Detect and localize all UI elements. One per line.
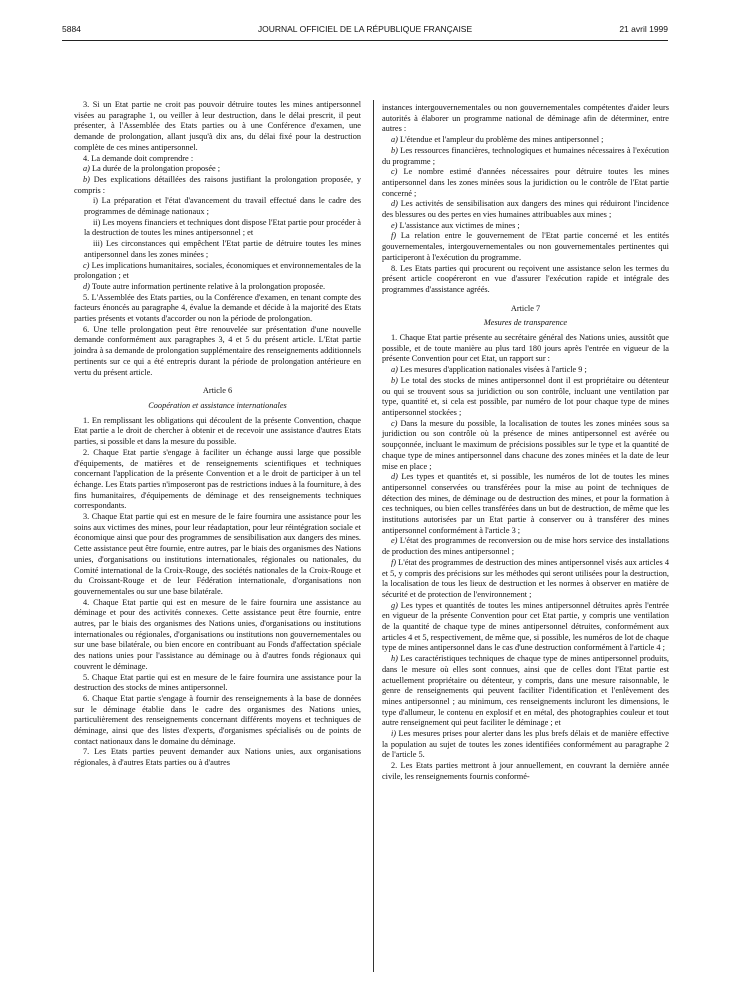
list-label: c) (391, 418, 398, 428)
paragraph: 8. Les Etats parties qui procurent ou reçoivent une assistance selon les termes du présent article coopéreront en vue d'assurer l'exécution rapide et intégrale des programmes d'assistance agréés. (382, 263, 669, 294)
list-label: d) (83, 281, 90, 291)
list-item (382, 231, 669, 263)
list-label: c) (83, 260, 90, 270)
list-item (74, 282, 361, 293)
paragraph: 4. La demande doit comprendre : (83, 153, 194, 163)
list-item (382, 221, 669, 232)
column-separator (373, 100, 374, 972)
list-item (382, 376, 669, 419)
list-label: i) (391, 729, 397, 739)
list-text: L'état des programmes de reconversion ou de mise hors service des installations de production des mines antipersonnel ; (382, 536, 669, 557)
article-7-title: Article 7 (510, 303, 541, 313)
journal-title: JOURNAL OFFICIEL DE LA RÉPUBLIQUE FRANÇAISE (257, 24, 473, 34)
list-text: Les types et quantités et, si possible, les numéros de lot de toutes les mines antipersonnel conservées ou transférées pour la mise au point de techniques de détection des mines, de déminage ou de destruction des mines, et pour la formation à ces techniques, ou bien celles transférées dans un but de destruction, de même que les institutions autorisées par un Etat partie à conserver ou à transférer des mines antipersonnel conformément à l'article 3 ; (382, 472, 669, 535)
article-6-title: Article 6 (202, 386, 233, 396)
list-item (382, 536, 669, 557)
list-text: L'assistance aux victimes de mines ; (397, 220, 520, 230)
list-label: d) (391, 199, 398, 209)
paragraph: 3. Chaque Etat partie qui est en mesure de le faire fournira une assistance pour les soins aux victimes des mines, pour leur réadaptation, pour leur réintégration sociale et économique ainsi que pour des programmes de sensibilisation aux dangers des mines. Cette assistance peut être fournie, entre autres, par le biais des organismes des Nations unies, d'organisations ou institutions internationales, régionales ou nationales, du Comité international de la Croix-Rouge, des sociétés nationales de la Croix-Rouge et du Croissant-Rouge et de leur Fédération internationale, d'organisations non gouvernementales ou sur une base bilatérale. (74, 512, 361, 596)
list-item (382, 654, 669, 729)
paragraph: 7. Les Etats parties peuvent demander aux Nations unies, aux organisations régionales, à d'autres Etats parties ou à d'autres (74, 747, 361, 768)
list-label: f) (391, 231, 397, 241)
paragraph: 4. Chaque Etat partie qui est en mesure de le faire fournira une assistance au déminage et pour des activités connexes. Cette assistance peut être fournie, entre autres, par le biais des organismes des Nations unies, d'organisations ou institutions internationales ou régionales, d'organisations ou institutions non gouvernementales ou sur une base bilatérale, ou bien encore en contribuant au Fonds d'affectation spéciale des nations unies pour l'assistance au déminage ou à d'autres fonds régionaux qui couvrent le déminage. (74, 597, 361, 671)
page-header (62, 24, 668, 38)
paragraph: 1. En remplissant les obligations qui découlent de la présente Convention, chaque Etat partie a le droit de chercher à obtenir et de recevoir une assistance d'autres Etats parties, si possible et dans la mesure du possible. (74, 415, 361, 447)
paragraph: 6. Chaque Etat partie s'engage à fournir des renseignements à la base de données sur le déminage établie dans le cadre des organismes des Nations unies, particulièrement des renseignements concernant différents moyens et techniques de déminage, ainsi que des listes d'experts, d'organismes spécialisés ou de points de contact nationaux dans le domaine du déminage. (74, 693, 361, 746)
list-item (382, 601, 669, 655)
page-number: 5884 (62, 24, 81, 34)
list-label: g) (391, 600, 398, 610)
list-item (382, 146, 669, 167)
right-column (382, 103, 669, 783)
list-item (382, 135, 669, 146)
list-text: Le nombre estimé d'années nécessaires pour détruire toutes les mines antipersonnel dans les zones minées sous la juridiction ou le contrôle de l'Etat partie concerné ; (382, 167, 669, 198)
list-item (382, 472, 669, 536)
list-text: Les types et quantités de toutes les mines antipersonnel détruites après l'entrée en vigueur de la présente Convention pour cet Etat partie, y compris une ventilation de la quantité de chaque type de mines antipersonnel détruites, conformément aux articles 4 et 5, respectivement, de même que, si possible, les numéros de lot de chaque type de mines antipersonnel dans le cas d'une destruction conformément à l'article 4 ; (382, 600, 669, 653)
paragraph: 5. L'Assemblée des Etats parties, ou la Conférence d'examen, en tenant compte des facteurs énoncés au paragraphe 4, évalue la demande et décide à la majorité des Etats parties présents et votants d'accorder ou non la période de prolongation. (74, 292, 361, 324)
sub-item: iii) Les circonstances qui empêchent l'Etat partie de détruire toutes les mines antipersonnel dans les zones minées ; (84, 239, 361, 259)
list-label: a) (391, 135, 398, 145)
article-7-subtitle: Mesures de transparence (483, 318, 568, 328)
list-label: d) (391, 472, 398, 482)
header-rule (62, 40, 668, 41)
list-label: e) (391, 220, 398, 230)
paragraph: 2. Chaque Etat partie s'engage à faciliter un échange aussi large que possible d'équipements, de matières et de renseignements scientifiques et techniques concernant l'application de la présente Convention et a le droit de participer à un tel échange. Les Etats parties n'imposeront pas de restrictions indues à la fourniture, à des fins humanitaires, d'équipements de déminage et des renseignements techniques correspondants. (74, 447, 361, 511)
list-text: Les mesures prises pour alerter dans les plus brefs délais et de manière effective la population au sujet de toutes les zones identifiées conformément au paragraphe 2 de l'article 5. (382, 729, 669, 760)
list-text: Les mesures d'application nationales visées à l'article 9 ; (397, 365, 587, 375)
list-label: b) (391, 375, 398, 385)
list-label: b) (83, 174, 90, 184)
list-text: Dans la mesure du possible, la localisation de toutes les zones minées sous sa juridiction ou son contrôle où la présence de mines antipersonnel est avérée ou soupçonnée, incluant le maximum de précisions possibles sur le type et la quantité de chaque type de mines antipersonnel dans chacune des zones minées et la date de leur mise en place ; (382, 418, 669, 471)
list-item (74, 164, 361, 175)
paragraph: 5. Chaque Etat partie qui est en mesure de le faire fournira une assistance pour la destruction des stocks de mines antipersonnel. (74, 672, 361, 693)
list-text: L'étendue et l'ampleur du problème des mines antipersonnel ; (397, 135, 604, 145)
list-text: Les implications humanitaires, sociales, économiques et environnementales de la prolongation ; et (74, 260, 361, 281)
paragraph: 2. Les Etats parties mettront à jour annuellement, en couvrant la dernière année civile, les renseignements fournis conformé- (382, 761, 669, 781)
article-6-subtitle: Coopération et assistance internationales (148, 400, 287, 410)
list-text: Les activités de sensibilisation aux dangers des mines qui réduiront l'incidence des blessures ou des pertes en vies humaines attribuables aux mines ; (382, 199, 669, 220)
paragraph: instances intergouvernementales ou non gouvernementales compétentes d'aider leurs autorités à élaborer un programme national de déminage afin de déterminer, entre autres : (382, 103, 669, 134)
list-text: Des explications détaillées des raisons justifiant la prolongation proposée, y compris : (74, 174, 361, 195)
list-text: Les caractéristiques techniques de chaque type de mines antipersonnel produits, dans le mesure où elles sont connues, ainsi que de celles dont l'Etat partie est actuellement propriétaire ou détenteur, y compris, dans une mesure raisonnable, le genre de renseignements qui peuvent faciliter l'identification et l'enlèvement des mines antipersonnel ; au minimum, ces renseignements incluront les dimensions, le type d'allumeur, le contenu en explosif et en métal, des photographies couleur et tout autre renseignement qui peut faciliter le déminage ; et (382, 654, 669, 728)
paragraph: 3. Si un Etat partie ne croit pas pouvoir détruire toutes les mines antipersonnel visées au paragraphe 1, ou veiller à leur destruction, dans le délai prescrit, il peut présenter, à l'Assemblée des Etats parties ou à une Conférence d'examen, une demande de prolongation, allant jusqu'à dix ans, du délai fixé pour la destruction complète de ces mines antipersonnel. (74, 100, 361, 152)
list-item (382, 419, 669, 473)
list-label: a) (83, 164, 90, 174)
list-item (382, 558, 669, 601)
list-item (382, 199, 669, 220)
paragraph: 6. Une telle prolongation peut être renouvelée sur présentation d'une nouvelle demande conformément aux paragraphes 3, 4 et 5 du présent article. L'Etat partie joindra à sa demande de prolongation supplémentaire des renseignements additionnels pertinents sur ce qui a été entrepris durant la période de prolongation antérieure en vertu du présent article. (74, 324, 361, 377)
list-label: h) (391, 654, 398, 664)
list-label: c) (391, 167, 398, 177)
list-text: La durée de la prolongation proposée ; (89, 164, 221, 174)
list-label: b) (391, 145, 398, 155)
list-text: Le total des stocks de mines antipersonnel dont il est propriétaire ou détenteur ou qui se trouvent sous sa juridiction ou son contrôle, incluant une ventilation par type, quantité et, si cela est possible, par numéro de lot pour chaque type de mines antipersonnel stockées ; (382, 375, 669, 417)
list-label: f) (391, 557, 397, 567)
sub-item: ii) Les moyens financiers et techniques dont dispose l'Etat partie pour procéder à la destruction de toutes les mines antipersonnel ; et (84, 217, 361, 238)
list-text: Toute autre information pertinente relative à la prolongation proposée. (89, 281, 326, 291)
list-item (382, 167, 669, 199)
list-item (382, 729, 669, 761)
list-item (382, 365, 669, 376)
sub-item: i) La préparation et l'état d'avancement du travail effectué dans le cadre des programmes de déminage nationaux ; (84, 196, 361, 217)
paragraph: 1. Chaque Etat partie présente au secrétaire général des Nations unies, aussitôt que possible, et de toute manière au plus tard 180 jours après l'entrée en vigueur de la présente Convention pour cet Etat, un rapport sur : (382, 333, 669, 364)
list-item (74, 175, 361, 196)
list-text: L'état des programmes de destruction des mines antipersonnel visés aux articles 4 et 5, y compris des précisions sur les méthodes qui seront utilisées pour la destruction, la localisation de tous les lieux de destruction et les normes à observer en matière de sécurité et de protection de l'environnement ; (382, 557, 669, 599)
publication-date: 21 avril 1999 (619, 24, 668, 34)
list-label: a) (391, 365, 398, 375)
list-label: e) (391, 536, 398, 546)
list-item (74, 261, 361, 282)
list-text: Les ressources financières, technologiques et humaines nécessaires à l'exécution du programme ; (382, 145, 669, 166)
list-text: La relation entre le gouvernement de l'Etat partie concerné et les entités gouvernementales, intergouvernementales ou non gouvernementales pertinentes qui participeront à l'exécution du programme. (382, 231, 669, 262)
left-column (74, 100, 361, 769)
